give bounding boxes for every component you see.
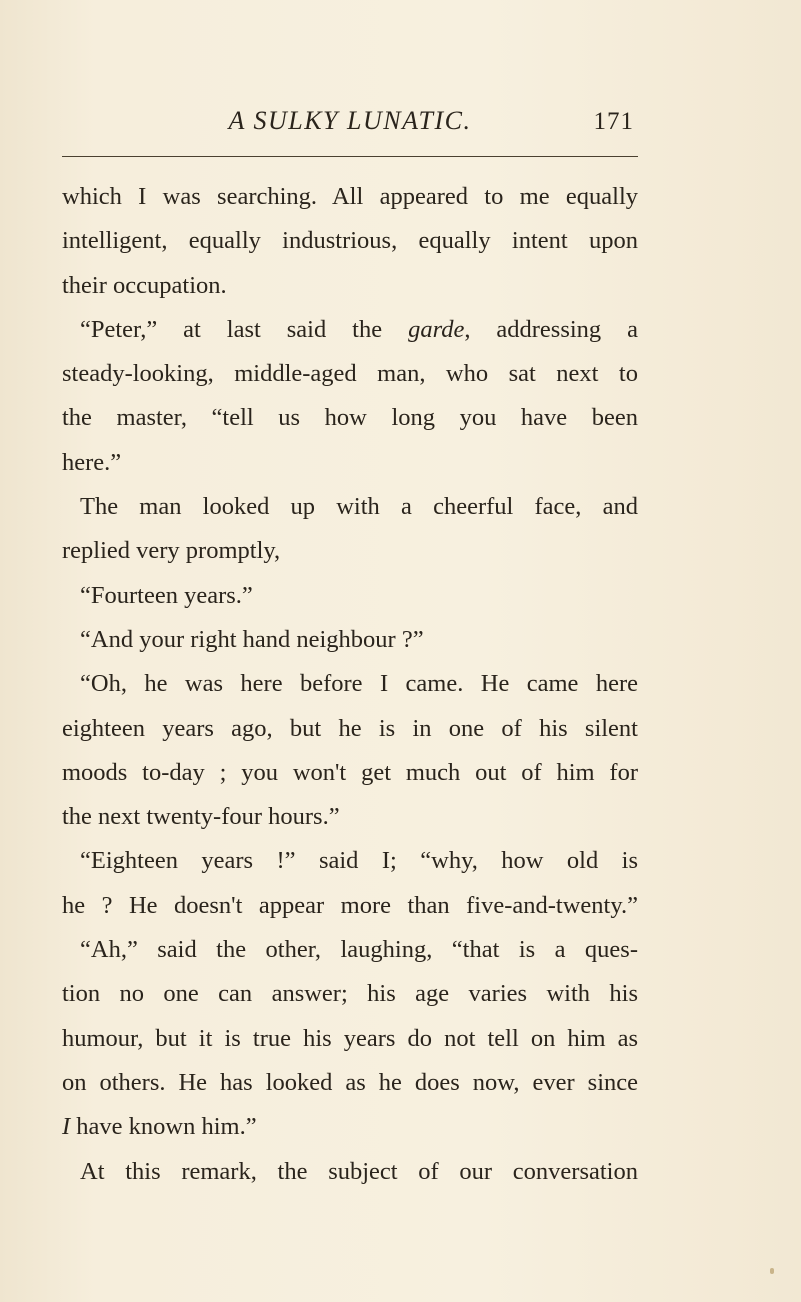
text-line: replied very promptly, [62, 537, 281, 565]
text-line: he ? He doesn't appear more than five-and-twenty.” [62, 891, 638, 919]
text-line: which I was searching. All appeared to me equally [62, 183, 638, 210]
text-line: At this remark, the subject of our conversation [80, 1157, 638, 1185]
text-line: “Fourteen years.” [80, 581, 253, 609]
text-line: eighteen years ago, but he is in one of his silent [62, 714, 638, 742]
text-line: “And your right hand neighbour ?” [80, 625, 424, 653]
text-line: steady-looking, middle-aged man, who sat next to [62, 360, 638, 388]
italic-word: garde [408, 315, 465, 343]
text-line: “Eighteen years !” said I; “why, how old is [80, 847, 638, 875]
body-text [62, 175, 638, 1194]
running-title: A SULKY LUNATIC. [228, 106, 472, 135]
text-line: “Ah,” said the other, laughing, “that is a ques- [80, 936, 638, 964]
text-line: tion no one can answer; his age varies with his [62, 980, 638, 1008]
text-line: humour, but it is true his years do not tell on him as [62, 1024, 638, 1052]
text-line: the next twenty-four hours.” [62, 803, 340, 831]
text-line: moods to-day ; you won't get much out of him for [62, 758, 638, 786]
page-header [62, 106, 638, 140]
text-line: on others. He has looked as he does now, ever since [62, 1068, 638, 1096]
header-rule [62, 156, 638, 157]
text-line: “Oh, he was here before I came. He came here [80, 670, 638, 698]
text-line: here.” [62, 448, 122, 476]
text-line: The man looked up with a cheerful face, and [80, 493, 638, 521]
italic-word: I [62, 1113, 71, 1141]
text-line: I have known him.” [62, 1113, 257, 1141]
page-number: 171 [593, 108, 634, 135]
text-line: the master, “tell us how long you have been [62, 404, 638, 432]
text-line: their occupation. [62, 271, 227, 299]
text-line: “Peter,” at last said the garde, addressing a [80, 315, 638, 343]
text-line: intelligent, equally industrious, equally intent upon [62, 227, 638, 255]
page-blemish [770, 1268, 774, 1274]
